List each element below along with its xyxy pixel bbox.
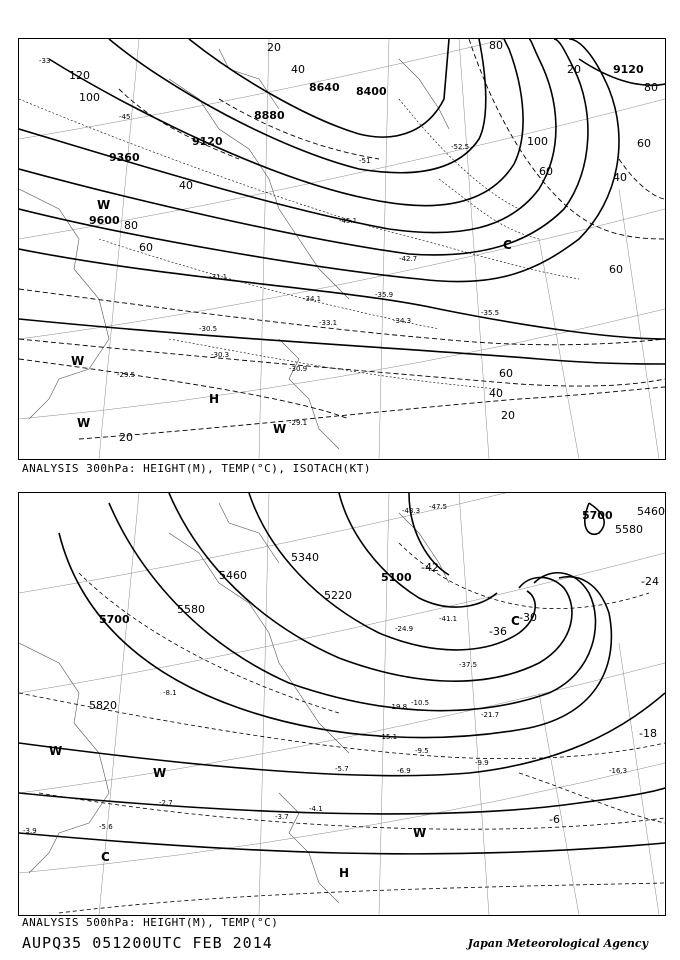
isotach-label: 60: [539, 165, 553, 178]
temp-label: -47.5: [429, 503, 448, 511]
height-label: 5580: [177, 603, 205, 616]
isotherms: [19, 99, 579, 389]
warm-symbol: W: [273, 422, 287, 436]
warm-symbol: W: [413, 826, 427, 840]
temp-label: -3.9: [23, 827, 37, 835]
high-symbol: H: [339, 866, 350, 880]
height-label: 5700: [582, 509, 613, 522]
caption-300hpa: ANALYSIS 300hPa: HEIGHT(M), TEMP(°C), ISOTACH(KT): [22, 462, 372, 475]
temp-label: -45.1: [339, 217, 358, 225]
cold-symbol: C: [503, 238, 512, 252]
temp-label: -52.5: [451, 143, 470, 151]
height-label: 5700: [99, 613, 130, 626]
isotach-label: 100: [79, 91, 100, 104]
height-label: 5820: [89, 699, 117, 712]
temp-label: -30.9: [289, 365, 308, 373]
isotach-label: 60: [499, 367, 513, 380]
height-label: 8880: [254, 109, 285, 122]
pressure-symbols: [49, 614, 520, 880]
warm-symbol: W: [77, 416, 91, 430]
temp-label: -6.9: [397, 767, 411, 775]
temp-label: -2.7: [159, 799, 173, 807]
temp-label: -35.5: [481, 309, 500, 317]
height-label: 9120: [613, 63, 644, 76]
map-500hpa: [18, 492, 666, 916]
temp-label: -42.7: [399, 255, 418, 263]
isotach-label: 60: [609, 263, 623, 276]
temp-label: -15.1: [379, 733, 398, 741]
isotach-label: 40: [291, 63, 305, 76]
temp-label: -41.1: [439, 615, 458, 623]
temp-label: -34.3: [393, 317, 412, 325]
temp-label: -4.1: [309, 805, 323, 813]
height-label: 5100: [381, 571, 412, 584]
height-label: 5460: [219, 569, 247, 582]
height-label: 5220: [324, 589, 352, 602]
temp-label: -43.3: [402, 507, 421, 515]
isotherm-label: -36: [489, 625, 507, 638]
temp-label: -51: [359, 157, 371, 165]
warm-symbol: W: [97, 198, 111, 212]
map-500hpa-chart: [19, 493, 665, 915]
isotach-label: 40: [179, 179, 193, 192]
temp-label: -8.1: [163, 689, 177, 697]
temp-label: -37.5: [459, 661, 478, 669]
warm-symbol: W: [153, 766, 167, 780]
isotach-label: 60: [637, 137, 651, 150]
height-label: 8400: [356, 85, 387, 98]
isotach-label: 80: [644, 81, 658, 94]
temp-label: -5.6: [99, 823, 113, 831]
temp-label: -30.3: [211, 351, 230, 359]
temp-label: -10.5: [411, 699, 430, 707]
temp-label: -35.9: [375, 291, 394, 299]
height-label: 5460: [637, 505, 665, 518]
temp-label: -45: [119, 113, 131, 121]
temp-label: -16.3: [609, 767, 628, 775]
isotachs: [19, 39, 665, 439]
product-id: AUPQ35 051200UTC FEB 2014: [22, 934, 273, 952]
isotach-label: 20: [567, 63, 581, 76]
isotach-label: 60: [139, 241, 153, 254]
isotach-label: 20: [501, 409, 515, 422]
isotherm-labels: [421, 561, 659, 826]
isotherm-label: -24: [641, 575, 659, 588]
height-label: 9120: [192, 135, 223, 148]
agency-name: Japan Meteorological Agency: [467, 937, 648, 950]
temp-label: -3.7: [275, 813, 289, 821]
isotach-label: 80: [124, 219, 138, 232]
isotach-label: 40: [613, 171, 627, 184]
isotach-label: 80: [489, 39, 503, 52]
temp-label: -9.5: [415, 747, 429, 755]
temp-label: -33: [39, 57, 51, 65]
isotach-label: 20: [267, 41, 281, 54]
isotherm-label: -42: [421, 561, 439, 574]
height-contours: [19, 39, 665, 364]
isotherm-label: -30: [519, 611, 537, 624]
height-label: 5580: [615, 523, 643, 536]
map-300hpa-chart: [19, 39, 665, 459]
high-symbol: H: [209, 392, 220, 406]
height-label: 9600: [89, 214, 120, 227]
temp-label: -34.1: [303, 295, 322, 303]
temp-labels: [23, 503, 627, 835]
coastlines: [19, 49, 449, 449]
height-label: 8640: [309, 81, 340, 94]
temp-label: -29.5: [117, 371, 136, 379]
caption-500hpa: ANALYSIS 500hPa: HEIGHT(M), TEMP(°C): [22, 916, 279, 929]
height-labels: [89, 63, 644, 227]
isotach-label: 20: [119, 431, 133, 444]
isotach-label: 100: [527, 135, 548, 148]
height-contours: [19, 493, 665, 854]
cold-symbol: C: [101, 850, 110, 864]
isotach-label: 40: [489, 387, 503, 400]
isotherm-label: -6: [549, 813, 560, 826]
isotach-labels: [69, 39, 658, 444]
isotherm-label: -18: [639, 727, 657, 740]
height-label: 5340: [291, 551, 319, 564]
warm-symbol: W: [49, 744, 63, 758]
temp-label: -30.5: [199, 325, 218, 333]
cold-symbol: C: [511, 614, 520, 628]
temp-label: -33.1: [319, 319, 338, 327]
temp-label: -21.7: [481, 711, 500, 719]
isotach-label: 120: [69, 69, 90, 82]
temp-label: -5.7: [335, 765, 349, 773]
warm-symbol: W: [71, 354, 85, 368]
height-label: 9360: [109, 151, 140, 164]
temp-label: -9.9: [475, 759, 489, 767]
temp-label: -31.1: [209, 273, 228, 281]
map-300hpa: [18, 38, 666, 460]
temp-label: -29.1: [289, 419, 308, 427]
height-labels: [89, 505, 665, 712]
temp-label: -19.8: [389, 703, 408, 711]
temp-label: -24.9: [395, 625, 414, 633]
coastlines: [19, 503, 449, 903]
